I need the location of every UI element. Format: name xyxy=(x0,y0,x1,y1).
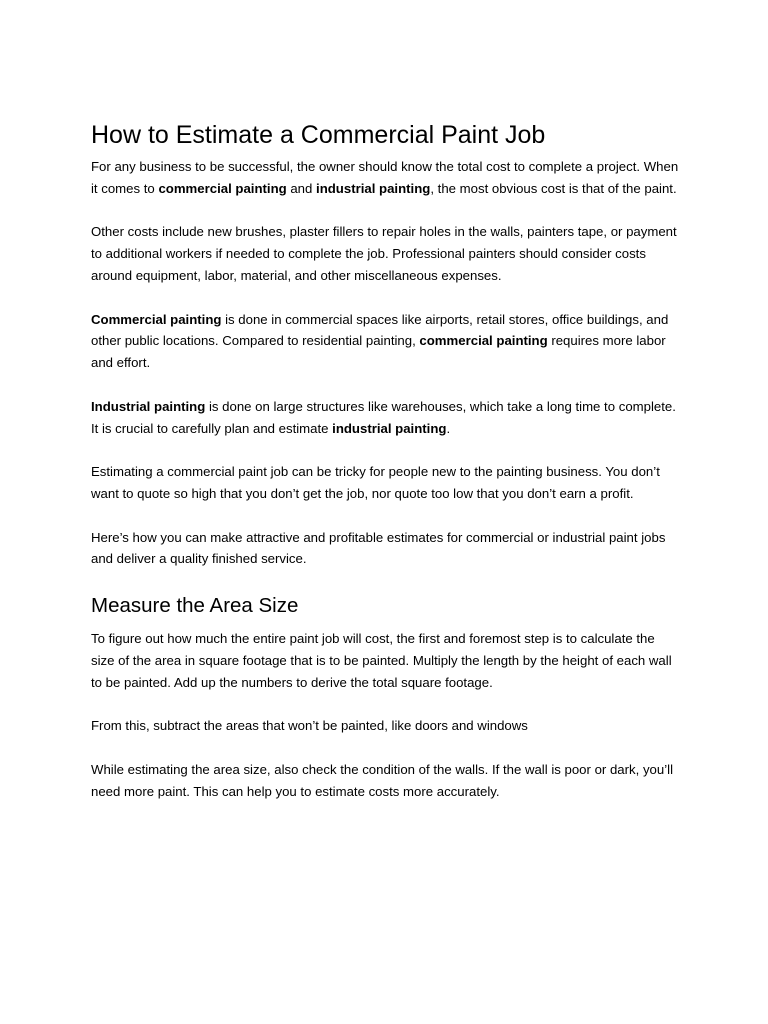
text-run: is done on large structures like warehouses, which take a long time to complete. It is crucial to carefully plan and estimate xyxy=(91,398,676,436)
section-heading: Measure the Area Size xyxy=(91,593,299,617)
intro-paragraph-2: Other costs include new brushes, plaster fillers to repair holes in the walls, painters tape, or payment to additional workers if needed to complete the job. Professional painters should consider costs around equipment, labor, material, and other miscellaneous expenses. xyxy=(91,224,677,283)
section-paragraph-3: While estimating the area size, also check the condition of the walls. If the wall is poor or dark, you’ll need more paint. This can help you to estimate costs more accurately. xyxy=(91,761,673,799)
text-run: . xyxy=(446,420,451,436)
intro-paragraph-3 xyxy=(91,309,681,374)
text-run: and xyxy=(286,180,317,196)
bold-term: Commercial painting xyxy=(91,311,222,327)
text-run: , the most obvious cost is that of the paint. xyxy=(430,180,677,196)
bold-term: Industrial painting xyxy=(91,398,206,414)
intro-paragraph-5: Estimating a commercial paint job can be tricky for people new to the painting business. You don’t want to quote so high that you don’t get the job, nor quote too low that you don’t earn a profit. xyxy=(91,464,660,501)
document-page xyxy=(91,118,681,824)
bold-term: industrial painting xyxy=(316,180,431,196)
intro-paragraph-4 xyxy=(91,396,681,440)
text-run: For any business to be successful, the owner should know the total cost to complete a project. When it comes to xyxy=(91,159,679,196)
text-run: requires more labor and effort. xyxy=(91,333,666,371)
bold-term: commercial painting xyxy=(158,180,287,196)
bold-term: industrial painting xyxy=(332,420,447,436)
text-run: is done in commercial spaces like airports, retail stores, office buildings, and other public locations. Compared to residential painting, xyxy=(91,311,669,349)
section-paragraph-2: From this, subtract the areas that won’t be painted, like doors and windows xyxy=(91,718,528,734)
bold-term: commercial painting xyxy=(419,333,548,349)
page-title: How to Estimate a Commercial Paint Job xyxy=(91,121,546,149)
intro-paragraph-6: Here’s how you can make attractive and profitable estimates for commercial or industrial paint jobs and deliver a quality finished service. xyxy=(91,529,666,567)
section-paragraph-1: To figure out how much the entire paint job will cost, the first and foremost step is to calculate the size of the area in square footage that is to be painted. Multiply the length by the height of each wall to be painted. Add up the numbers to derive the total square footage. xyxy=(91,630,672,690)
intro-paragraph-1 xyxy=(91,156,681,200)
